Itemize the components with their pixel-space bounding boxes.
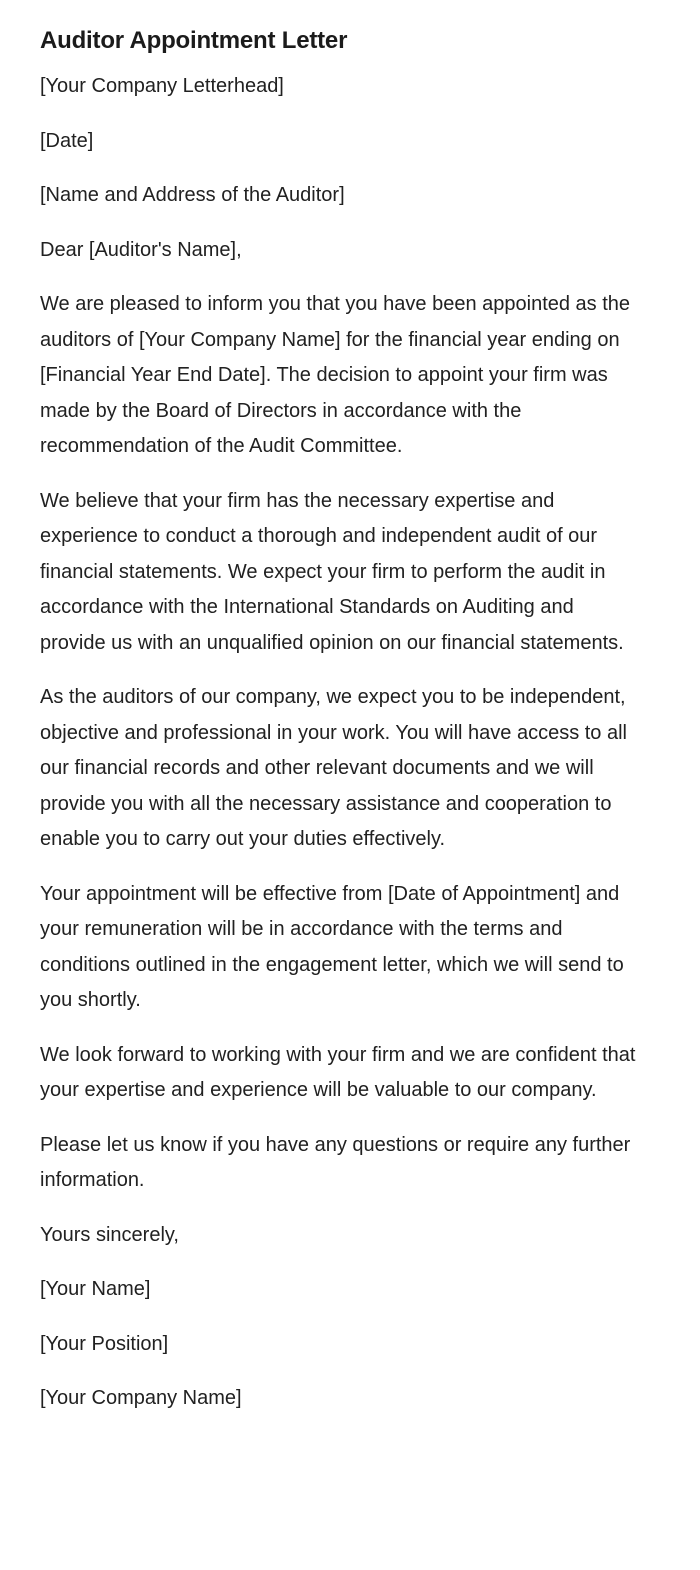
body-paragraph-appointment: We are pleased to inform you that you have been appointed as the auditors of [Your Company Name] for the financial year ending on [Financial Year End Date]. The decision to appoint your firm was made by the Board of Directors in accordance with the recommendation of the Audit Committee. [40,293,631,457]
body-paragraph-expectations: As the auditors of our company, we expect you to be independent, objective and professional in your work. You will have access to all our financial records and other relevant documents and we will provide you with all the necessary assistance and cooperation to enable you to carry out your duties effectively. [40,686,627,850]
page-title: Auditor Appointment Letter [40,27,348,54]
placeholder-company-letterhead: [Your Company Letterhead] [40,75,284,97]
placeholder-your-position: [Your Position] [40,1332,169,1355]
body-paragraph-expertise: We believe that your firm has the necessary expertise and experience to conduct a thorough and independent audit of our financial statements. We expect your firm to perform the audit in accordance with the International Standards on Auditing and provide us with an unqualified opinion on our financial statements. [40,489,624,654]
body-paragraph-effective-date: Your appointment will be effective from [Date of Appointment] and your remuneration will be in accordance with the terms and conditions outlined in the engagement letter, which we will send to you shortly. [40,882,624,1011]
placeholder-date: [Date] [40,129,94,152]
placeholder-auditor-name-address: [Name and Address of the Auditor] [40,184,345,206]
placeholder-company-name: [Your Company Name] [40,1387,242,1409]
placeholder-your-name: [Your Name] [40,1278,151,1300]
body-paragraph-questions: Please let us know if you have any questions or require any further information. [40,1133,631,1191]
body-paragraph-looking-forward: We look forward to working with your firm and we are confident that your expertise and experience will be valuable to our company. [40,1043,636,1101]
signoff: Yours sincerely, [40,1223,179,1246]
salutation: Dear [Auditor's Name], [40,238,242,261]
